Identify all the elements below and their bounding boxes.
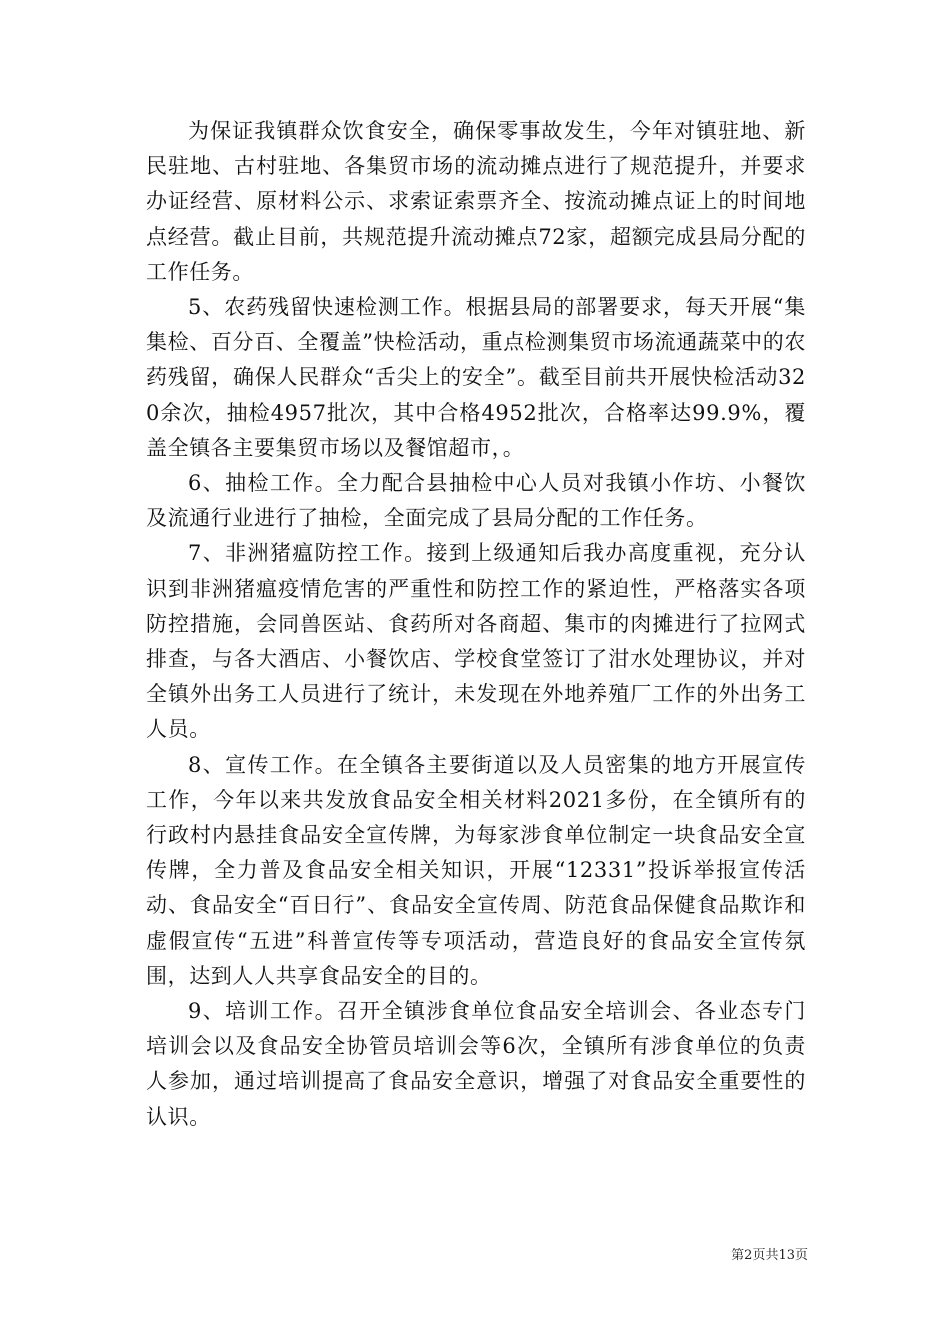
paragraph-publicity: 8、宣传工作。在全镇各主要街道以及人员密集的地方开展宣传工作，今年以来共发放食品安全相关材料2021多份，在全镇所有的行政村内悬挂食品安全宣传牌，为每家涉食单位制定一块食品安全宣传牌，全力普及食品安全相关知识，开展“12331”投诉举报宣传活动、食品安全“百日行”、食品安全宣传周、防范食品保健食品欺诈和虚假宣传“五进”科普宣传等专项活动，营造良好的食品安全宣传氛围，达到人人共享食品安全的目的。 [146,752,806,988]
paragraph-stall-regulation: 为保证我镇群众饮食安全，确保零事故发生，今年对镇驻地、新民驻地、古村驻地、各集贸市场的流动摊点进行了规范提升，并要求办证经营、原材料公示、求索证索票齐全、按流动摊点证上的时间地点经营。截止目前，共规范提升流动摊点72家，超额完成县局分配的工作任务。 [146,119,806,284]
paragraph-pesticide-testing: 5、农药残留快速检测工作。根据县局的部署要求，每天开展“集集检、百分百、全覆盖”快检活动，重点检测集贸市场流通蔬菜中的农药残留，确保人民群众“舌尖上的安全”。截至目前共开展快检活动320余次，抽检4957批次，其中合格4952批次，合格率达99.9%，覆盖全镇各主要集贸市场以及餐馆超市，。 [146,295,806,460]
paragraph-swine-fever: 7、非洲猪瘟防控工作。接到上级通知后我办高度重视，充分认识到非洲猪瘟疫情危害的严重性和防控工作的紧迫性，严格落实各项防控措施，会同兽医站、食药所对各商超、集市的肉摊进行了拉网式排查，与各大酒店、小餐饮店、学校食堂签订了泔水处理协议，并对全镇外出务工人员进行了统计，未发现在外地养殖厂工作的外出务工人员。 [146,541,806,742]
paragraph-training: 9、培训工作。召开全镇涉食单位食品安全培训会、各业态专门培训会以及食品安全协管员培训会等6次，全镇所有涉食单位的负责人参加，通过培训提高了食品安全意识，增强了对食品安全重要性的认识。 [146,999,806,1129]
page-number: 第2页共13页 [731,1248,808,1263]
paragraph-sampling: 6、抽检工作。全力配合县抽检中心人员对我镇小作坊、小餐饮及流通行业进行了抽检，全面完成了县局分配的工作任务。 [146,471,806,531]
document-body [146,114,806,1135]
